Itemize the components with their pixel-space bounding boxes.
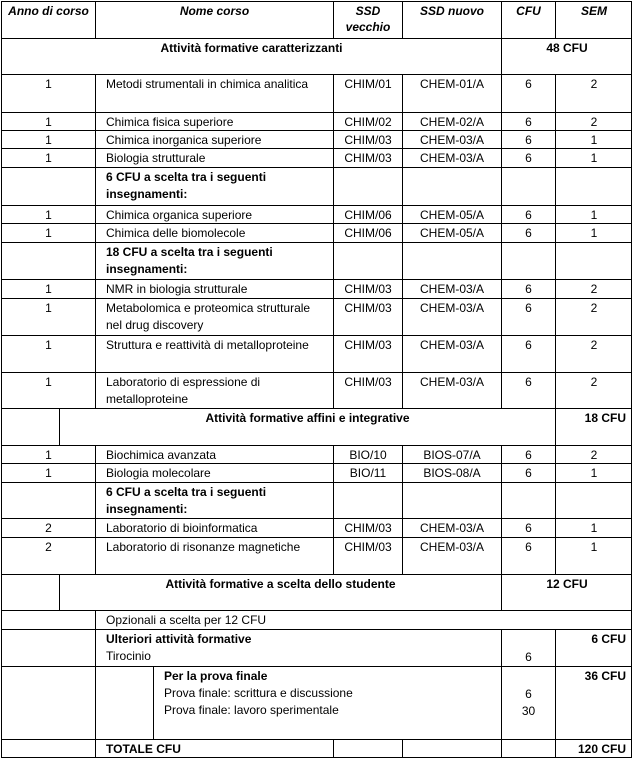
totale-label: TOTALE CFU: [95, 739, 333, 758]
empty-cell: [402, 739, 501, 758]
empty-cell: [1, 666, 95, 739]
course-ssd-new: CHEM-03/A: [402, 130, 501, 148]
course-sem: 1: [555, 130, 632, 148]
empty-cell: [501, 167, 555, 205]
empty-cell: [402, 167, 501, 205]
course-ssd-new: CHEM-03/A: [402, 148, 501, 167]
course-anno: 1: [1, 445, 95, 463]
course-name: Chimica organica superiore: [95, 205, 333, 223]
course-ssd-old: CHIM/03: [333, 372, 402, 408]
group-heading: 18 CFU a scelta tra i seguenti insegnamenti:: [95, 242, 333, 279]
group-heading: 6 CFU a scelta tra i seguenti insegnamenti:: [95, 167, 333, 205]
course-cfu: 6: [501, 148, 555, 167]
course-anno: 1: [1, 372, 95, 408]
course-ssd-old: CHIM/02: [333, 112, 402, 130]
course-ssd-old: CHIM/06: [333, 205, 402, 223]
course-sem: 1: [555, 518, 632, 537]
course-sem: 2: [555, 279, 632, 298]
empty-cell: [501, 482, 555, 518]
course-cfu: 6: [501, 223, 555, 242]
course-sem: 2: [555, 372, 632, 408]
course-name: Metabolomica e proteomica strutturale nel drug discovery: [95, 298, 333, 335]
course-anno: 1: [1, 335, 95, 372]
totale-cfu: 120 CFU: [555, 739, 632, 758]
prova-finale-item-cfu: 6: [525, 687, 532, 701]
section-caratterizzanti-title: Attività formative caratterizzanti: [1, 38, 501, 74]
course-sem: 2: [555, 445, 632, 463]
course-anno: 1: [1, 279, 95, 298]
course-name: Struttura e reattività di metalloproteine: [95, 335, 333, 372]
course-cfu: 6: [501, 130, 555, 148]
empty-cell: [1, 408, 59, 445]
course-sem: 1: [555, 463, 632, 482]
empty-cell: [333, 482, 402, 518]
course-sem: 2: [555, 112, 632, 130]
course-name: Chimica delle biomolecole: [95, 223, 333, 242]
course-name: Chimica fisica superiore: [95, 112, 333, 130]
course-cfu: 6: [501, 445, 555, 463]
course-anno: 2: [1, 518, 95, 537]
course-cfu: 6: [501, 335, 555, 372]
course-name: Laboratorio di bioinformatica: [95, 518, 333, 537]
course-ssd-old: CHIM/03: [333, 279, 402, 298]
course-cfu: 6: [501, 112, 555, 130]
course-anno: 1: [1, 130, 95, 148]
empty-cell: [1, 482, 95, 518]
course-cfu: 6: [501, 463, 555, 482]
group-heading: 6 CFU a scelta tra i seguenti insegnamenti:: [95, 482, 333, 518]
course-sem: 2: [555, 74, 632, 112]
course-cfu: 6: [501, 298, 555, 335]
empty-cell: [402, 242, 501, 279]
ulteriori-item-cfu: 6: [501, 629, 555, 666]
course-cfu: 6: [501, 537, 555, 574]
course-ssd-new: BIOS-07/A: [402, 445, 501, 463]
course-ssd-new: CHEM-01/A: [402, 74, 501, 112]
empty-cell: [1, 610, 95, 629]
course-ssd-new: CHEM-03/A: [402, 518, 501, 537]
course-name: Metodi strumentali in chimica analitica: [95, 74, 333, 112]
course-ssd-new: CHEM-03/A: [402, 372, 501, 408]
header-anno: Anno di corso: [1, 1, 95, 38]
header-ssd-vecchio: SSD vecchio: [333, 1, 402, 38]
ulteriori-title: Ulteriori attività formative: [106, 632, 252, 646]
course-ssd-old: CHIM/03: [333, 335, 402, 372]
course-name: Biologia strutturale: [95, 148, 333, 167]
course-name: Biologia molecolare: [95, 463, 333, 482]
course-sem: 1: [555, 205, 632, 223]
course-cfu: 6: [501, 279, 555, 298]
prova-finale-title: Per la prova finale: [164, 669, 268, 683]
course-ssd-old: CHIM/01: [333, 74, 402, 112]
course-ssd-old: BIO/10: [333, 445, 402, 463]
course-cfu: 6: [501, 205, 555, 223]
course-cfu: 6: [501, 372, 555, 408]
course-ssd-new: CHEM-02/A: [402, 112, 501, 130]
empty-cell: [95, 666, 153, 739]
course-anno: 2: [1, 537, 95, 574]
section-scelta-title: Attività formative a scelta dello studente: [59, 574, 501, 610]
empty-cell: [501, 739, 555, 758]
header-nome: Nome corso: [95, 1, 333, 38]
course-anno: 1: [1, 298, 95, 335]
course-name: Biochimica avanzata: [95, 445, 333, 463]
course-ssd-old: BIO/11: [333, 463, 402, 482]
section-caratterizzanti-cfu: 48 CFU: [501, 38, 632, 74]
opzionali-text: Opzionali a scelta per 12 CFU: [95, 610, 632, 629]
header-sem: SEM: [555, 1, 632, 38]
course-sem: 1: [555, 148, 632, 167]
ulteriori-block: [95, 629, 501, 666]
curriculum-table: [1, 1, 632, 758]
course-ssd-new: BIOS-08/A: [402, 463, 501, 482]
course-ssd-old: CHIM/03: [333, 537, 402, 574]
course-anno: 1: [1, 74, 95, 112]
course-ssd-old: CHIM/06: [333, 223, 402, 242]
empty-cell: [501, 242, 555, 279]
course-ssd-new: CHEM-03/A: [402, 335, 501, 372]
prova-finale-item: Prova finale: lavoro sperimentale: [164, 703, 339, 717]
course-anno: 1: [1, 463, 95, 482]
course-ssd-new: CHEM-05/A: [402, 205, 501, 223]
section-scelta-cfu: 12 CFU: [501, 574, 632, 610]
empty-cell: [555, 167, 632, 205]
course-name: Laboratorio di espressione di metalloproteine: [95, 372, 333, 408]
course-sem: 2: [555, 335, 632, 372]
course-ssd-old: CHIM/03: [333, 518, 402, 537]
header-cfu: CFU: [501, 1, 555, 38]
section-affini-title: Attività formative affini e integrative: [59, 408, 555, 445]
course-ssd-new: CHEM-03/A: [402, 537, 501, 574]
course-ssd-new: CHEM-03/A: [402, 279, 501, 298]
course-anno: 1: [1, 148, 95, 167]
course-sem: 2: [555, 298, 632, 335]
course-cfu: 6: [501, 74, 555, 112]
prova-finale-cfu: 36 CFU: [555, 666, 632, 739]
course-anno: 1: [1, 223, 95, 242]
header-ssd-nuovo: SSD nuovo: [402, 1, 501, 38]
course-ssd-old: CHIM/03: [333, 148, 402, 167]
course-name: Laboratorio di risonanze magnetiche: [95, 537, 333, 574]
empty-cell: [555, 242, 632, 279]
course-name: NMR in biologia strutturale: [95, 279, 333, 298]
empty-cell: [555, 482, 632, 518]
course-sem: 1: [555, 537, 632, 574]
course-sem: 1: [555, 223, 632, 242]
empty-cell: [333, 242, 402, 279]
empty-cell: [1, 574, 59, 610]
section-affini-cfu: 18 CFU: [555, 408, 632, 445]
prova-finale-item-cfu: 30: [521, 704, 536, 718]
course-anno: 1: [1, 205, 95, 223]
prova-finale-block: [153, 666, 501, 739]
empty-cell: [1, 629, 95, 666]
empty-cell: [1, 739, 95, 758]
ulteriori-item: Tirocinio: [106, 649, 151, 663]
empty-cell: [1, 167, 95, 205]
course-ssd-new: CHEM-03/A: [402, 298, 501, 335]
course-anno: 1: [1, 112, 95, 130]
course-ssd-old: CHIM/03: [333, 130, 402, 148]
empty-cell: [1, 242, 95, 279]
empty-cell: [333, 167, 402, 205]
empty-cell: [402, 482, 501, 518]
prova-finale-item: Prova finale: scrittura e discussione: [164, 686, 353, 700]
prova-finale-item-cfu-block: [501, 666, 555, 739]
ulteriori-cfu: 6 CFU: [555, 629, 632, 666]
course-cfu: 6: [501, 518, 555, 537]
empty-cell: [333, 739, 402, 758]
course-ssd-old: CHIM/03: [333, 298, 402, 335]
course-name: Chimica inorganica superiore: [95, 130, 333, 148]
course-ssd-new: CHEM-05/A: [402, 223, 501, 242]
